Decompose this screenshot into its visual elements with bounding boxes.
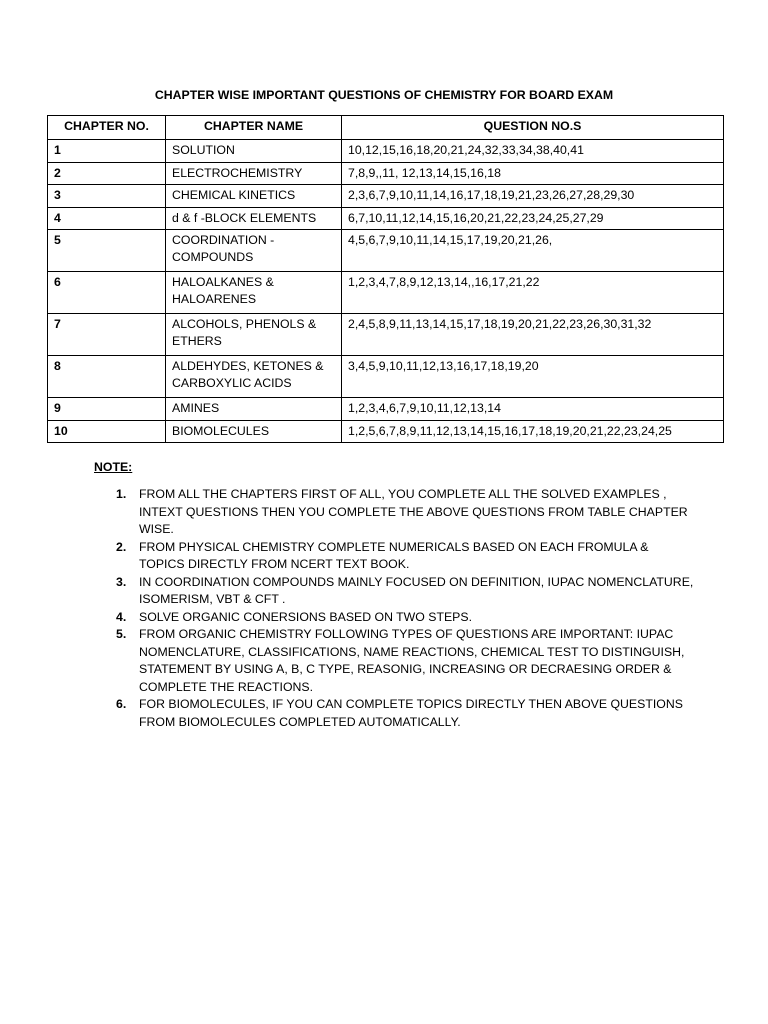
table-row (48, 398, 724, 421)
table-row (48, 207, 724, 230)
note-index: 2. (116, 539, 127, 554)
chapter-name-cell: ELECTROCHEMISTRY (166, 162, 342, 185)
table-row (48, 420, 724, 443)
chapter-name-cell: HALOALKANES & HALOARENES (166, 272, 342, 314)
note-text: FROM ALL THE CHAPTERS FIRST OF ALL, YOU COMPLETE ALL THE SOLVED EXAMPLES , INTEXT QUESTIONS THEN YOU COMPLETE THE ABOVE QUESTIONS FROM TABLE CHAPTER WISE. (139, 487, 688, 536)
chapter-no-cell: 10 (48, 420, 166, 443)
table-row (48, 230, 724, 272)
chapter-name-cell: ALDEHYDES, KETONES & CARBOXYLIC ACIDS (166, 356, 342, 398)
list-item (94, 609, 694, 627)
chapter-no-cell: 1 (48, 140, 166, 163)
note-text: IN COORDINATION COMPOUNDS MAINLY FOCUSED ON DEFINITION, IUPAC NOMENCLATURE, ISOMERISM, VBT & CFT . (139, 574, 694, 606)
note-index: 6. (116, 697, 127, 711)
chapter-no-cell: 3 (48, 185, 166, 208)
list-item (94, 574, 694, 609)
question-nos-cell: 2,3,6,7,9,10,11,14,16,17,18,19,21,23,26,27,28,29,30 (342, 185, 724, 208)
note-index: 3. (116, 574, 127, 589)
question-nos-cell: 6,7,10,11,12,14,15,16,20,21,22,23,24,25,27,29 (342, 207, 724, 230)
table-row (48, 162, 724, 185)
question-nos-cell: 1,2,3,4,6,7,9,10,11,12,13,14 (342, 398, 724, 421)
chapter-no-cell: 6 (48, 272, 166, 314)
question-nos-cell: 1,2,3,4,7,8,9,12,13,14,,16,17,21,22 (342, 272, 724, 314)
question-nos-cell: 7,8,9,,11, 12,13,14,15,16,18 (342, 162, 724, 185)
chapter-name-cell: BIOMOLECULES (166, 420, 342, 443)
chapter-name-cell: CHEMICAL KINETICS (166, 185, 342, 208)
table-row (48, 185, 724, 208)
note-index: 4. (116, 609, 127, 624)
chapter-no-cell: 2 (48, 162, 166, 185)
table-row (48, 356, 724, 398)
list-item (94, 626, 694, 696)
chapter-no-cell: 4 (48, 207, 166, 230)
chapter-no-cell: 9 (48, 398, 166, 421)
question-nos-cell: 1,2,5,6,7,8,9,11,12,13,14,15,16,17,18,19,20,21,22,23,24,25 (342, 420, 724, 443)
notes-list (94, 486, 694, 731)
chapter-name-cell: SOLUTION (166, 140, 342, 163)
question-nos-cell: 10,12,15,16,18,20,21,24,32,33,34,38,40,41 (342, 140, 724, 163)
chapter-name-cell: d & f -BLOCK ELEMENTS (166, 207, 342, 230)
note-text: SOLVE ORGANIC CONERSIONS BASED ON TWO STEPS. (139, 609, 472, 624)
table-row (48, 272, 724, 314)
header-question-nos: QUESTION NO.S (342, 116, 724, 140)
chapter-no-cell: 7 (48, 314, 166, 356)
header-chapter-no: CHAPTER NO. (48, 116, 166, 140)
list-item (94, 696, 694, 731)
header-chapter-name: CHAPTER NAME (166, 116, 342, 140)
page-title: CHAPTER WISE IMPORTANT QUESTIONS OF CHEMISTRY FOR BOARD EXAM (154, 88, 614, 102)
table-row (48, 140, 724, 163)
chapter-name-cell: AMINES (166, 398, 342, 421)
table-row (48, 314, 724, 356)
list-item (94, 486, 694, 539)
chapter-no-cell: 8 (48, 356, 166, 398)
chapter-name-cell: ALCOHOLS, PHENOLS & ETHERS (166, 314, 342, 356)
list-item (94, 539, 694, 574)
chapter-no-cell: 5 (48, 230, 166, 272)
note-heading: NOTE: (94, 460, 133, 474)
questions-table (47, 115, 724, 443)
chapter-name-cell: COORDINATION - COMPOUNDS (166, 230, 342, 272)
question-nos-cell: 2,4,5,8,9,11,13,14,15,17,18,19,20,21,22,23,26,30,31,32 (342, 314, 724, 356)
question-nos-cell: 3,4,5,9,10,11,12,13,16,17,18,19,20 (342, 356, 724, 398)
question-nos-cell: 4,5,6,7,9,10,11,14,15,17,19,20,21,26, (342, 230, 724, 272)
note-index: 5. (116, 627, 127, 641)
note-text: FOR BIOMOLECULES, IF YOU CAN COMPLETE TOPICS DIRECTLY THEN ABOVE QUESTIONS FROM BIOMOLECULES COMPLETED AUTOMATICALLY. (139, 697, 683, 729)
note-text: FROM PHYSICAL CHEMISTRY COMPLETE NUMERICALS BASED ON EACH FROMULA & TOPICS DIRECTLY FROM NCERT TEXT BOOK. (139, 539, 649, 571)
note-text: FROM ORGANIC CHEMISTRY FOLLOWING TYPES OF QUESTIONS ARE IMPORTANT: IUPAC NOMENCLATURE, CLASSIFICATIONS, NAME REACTIONS, CHEMICAL TEST TO DISTINGUISH, STATEMENT BY USING A, B, C TYPE, REASONIG, INCREASING OR DECRAESING ORDER & COMPLETE THE REACTIONS. (139, 627, 685, 694)
note-index: 1. (116, 487, 127, 501)
table-header-row (48, 116, 724, 140)
